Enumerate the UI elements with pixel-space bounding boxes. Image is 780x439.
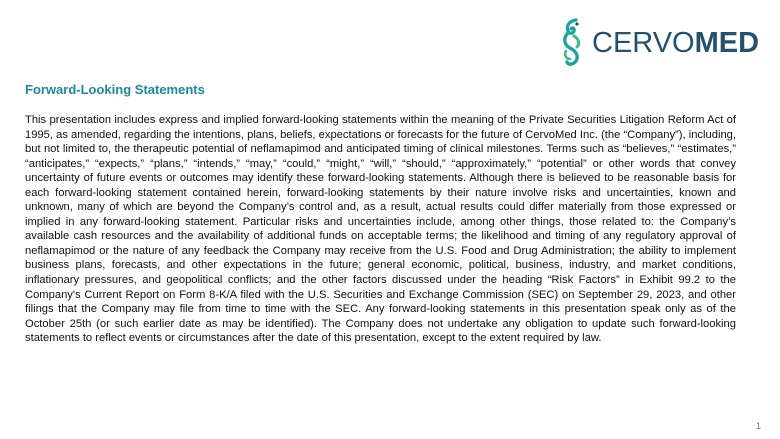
logo-text-bold: MED (694, 26, 760, 59)
seahorse-logo-icon (560, 18, 586, 68)
logo-wordmark (592, 26, 760, 59)
forward-looking-statements-body: This presentation includes express and implied forward-looking statements within the meaning of the Private Securities Litigation Reform Act of 1995, as amended, regarding the intentions, plans, beliefs, expectations or forecasts for the future of CervoMed Inc. (the “Company”), including, but not limited to, the therapeutic potential of neflamapimod and anticipated timing of clinical milestones. Terms such as “believes,” “estimates,” “anticipates,” “expects,” “plans,” “intends,” “may,” “could,” “might,” “will,” “should,” “approximately,” “potential” or other words that convey uncertainty of future events or outcomes may identify these forward-looking statements. Although there is believed to be reasonable basis for each forward-looking statement contained herein, forward-looking statements by their nature involve risks and uncertainties, known and unknown, many of which are beyond the Company’s control and, as a result, actual results could differ materially from those expressed or implied in any forward-looking statement. Particular risks and uncertainties include, among other things, those related to: the Company’s available cash resources and the availability of additional funds on acceptable terms; the likelihood and timing of any regulatory approval of neflamapimod or the nature of any feedback the Company may receive from the U.S. Food and Drug Administration; the ability to implement business plans, forecasts, and other expectations in the future; general economic, political, business, industry, and market conditions, inflationary pressures, and geopolitical conflicts; and the other factors discussed under the heading “Risk Factors” in Exhibit 99.2 to the Company's Current Report on Form 8-K/A filed with the U.S. Securities and Exchange Commission (SEC) on September 29, 2023, and other filings that the Company may file from time to time with the SEC. Any forward-looking statements in this presentation speak only as of the October 25th (or such earlier date as may be identified). The Company does not undertake any obligation to update such forward-looking statements to reflect events or circumstances after the date of this presentation, except to the extent required by law. (25, 114, 736, 345)
page-number: 1 (755, 421, 761, 431)
slide-heading: Forward-Looking Statements (25, 82, 205, 97)
logo-text-light: CERVO (592, 26, 695, 59)
cervomed-logo (560, 16, 760, 70)
